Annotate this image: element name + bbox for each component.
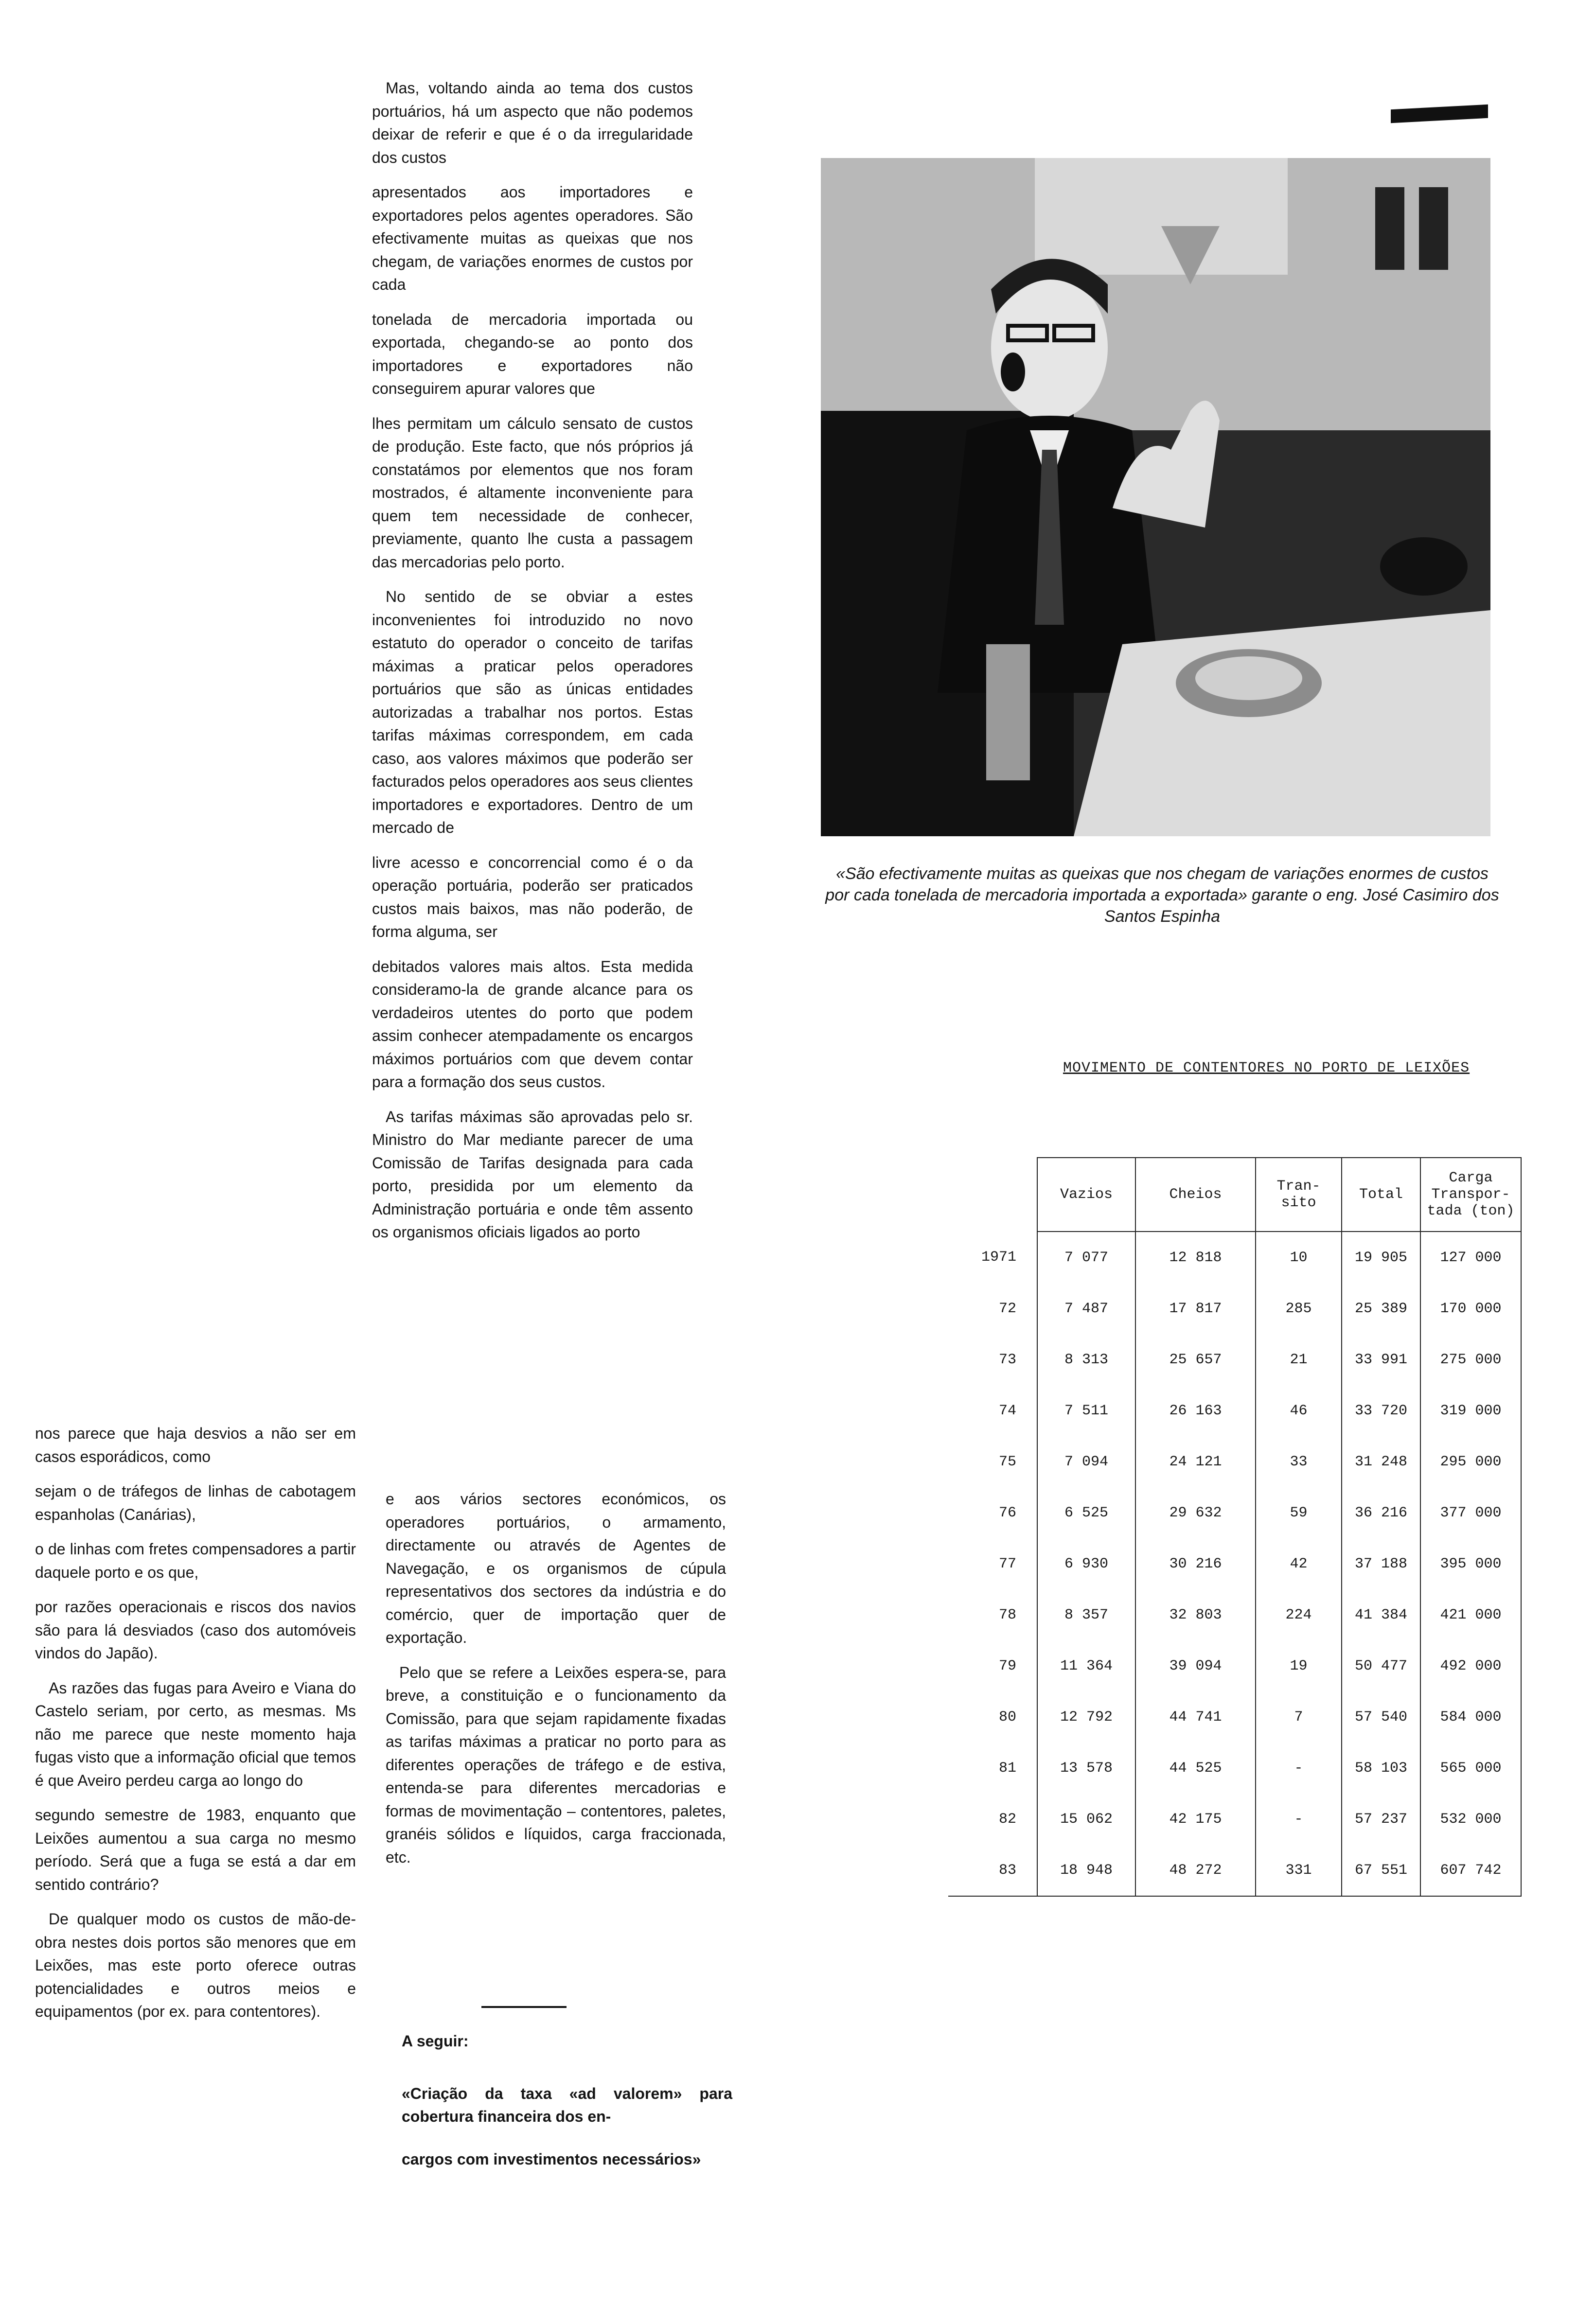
cell-cargo: 565 000 [1420,1743,1521,1794]
cell-full: 30 216 [1135,1538,1256,1589]
cell-transit: 10 [1256,1232,1342,1283]
cell-year: 83 [948,1845,1037,1896]
cell-cargo: 584 000 [1420,1691,1521,1743]
cell-total: 25 389 [1342,1283,1420,1334]
header-transit: Tran- sito [1256,1158,1342,1232]
cell-total: 58 103 [1342,1743,1420,1794]
cell-empty: 7 077 [1037,1232,1135,1283]
paragraph: lhes permitam um cálculo sensato de custos de produção. Este facto, que nós próprios já constatámos por elementos que nos foram mostrados, é altamente inconveniente para quem tem necessidade de conhecer, previamente, quanto lhe custa a passagem das mercadorias pelo porto. [372,414,693,571]
cell-transit: 19 [1256,1640,1342,1691]
header-cargo: Carga Transpor- tada (ton) [1420,1158,1521,1232]
cell-transit: 331 [1256,1845,1342,1896]
cell-transit: 33 [1256,1436,1342,1487]
cell-full: 44 741 [1135,1691,1256,1743]
paragraph: debitados valores mais altos. Esta medida consideramo-la de grande alcance para os verdadeiros utentes do porto que podem assim conhecer atempadamente os encargos máximos portuários com que devem contar para a formação dos seus custos. [372,957,693,1091]
cell-cargo: 127 000 [1420,1232,1521,1283]
cell-year: 72 [948,1283,1037,1334]
header-bar [1391,105,1488,123]
paragraph: o de linhas com fretes compensadores a partir daquele porto e os que, [35,1540,356,1581]
cell-cargo: 275 000 [1420,1334,1521,1385]
cell-transit: - [1256,1794,1342,1845]
cell-transit: 224 [1256,1589,1342,1640]
cell-cargo: 377 000 [1420,1487,1521,1538]
cell-empty: 7 511 [1037,1385,1135,1436]
table-row [948,1232,1521,1283]
cell-total: 41 384 [1342,1589,1420,1640]
paragraph: Mas, voltando ainda ao tema dos custos portuários, há um aspecto que não podemos deixar de referir e que é o da irregularidade dos custos [372,79,693,166]
cell-empty: 7 487 [1037,1283,1135,1334]
cell-total: 37 188 [1342,1538,1420,1589]
paragraph: segundo semestre de 1983, enquanto que Leixões aumentou a sua carga no mesmo período. Será que a fuga se está a dar em sentido contrário? [35,1806,356,1893]
cell-transit: 46 [1256,1385,1342,1436]
cell-empty: 11 364 [1037,1640,1135,1691]
portrait-illustration [821,158,1490,836]
cell-empty: 6 930 [1037,1538,1135,1589]
table-row [948,1743,1521,1794]
cell-empty: 6 525 [1037,1487,1135,1538]
cell-total: 19 905 [1342,1232,1420,1283]
cell-year: 75 [948,1436,1037,1487]
next-label: A seguir: [402,2032,469,2050]
paragraph: De qualquer modo os custos de mão-de-obra nestes dois portos são menores que em Leixões, mas este porto oferece outras potencialidades e outros meios e equipamentos (por ex. para contentores). [35,1910,356,2020]
cell-empty: 15 062 [1037,1794,1135,1845]
cell-year: 81 [948,1743,1037,1794]
cell-empty: 7 094 [1037,1436,1135,1487]
cell-transit: - [1256,1743,1342,1794]
table-row [948,1436,1521,1487]
container-movement-table [948,1157,1522,1897]
cell-total: 36 216 [1342,1487,1420,1538]
cell-full: 39 094 [1135,1640,1256,1691]
article-column-middle-top [372,77,693,1256]
cell-total: 31 248 [1342,1436,1420,1487]
cell-total: 57 237 [1342,1794,1420,1845]
next-title: «Criação da taxa «ad valorem» para cobertura financeira dos en- [402,2084,732,2125]
header-empty: Vazios [1037,1158,1135,1232]
table-row [948,1589,1521,1640]
cell-year: 77 [948,1538,1037,1589]
cell-empty: 8 357 [1037,1589,1135,1640]
cell-year: 74 [948,1385,1037,1436]
cell-total: 50 477 [1342,1640,1420,1691]
cell-total: 33 991 [1342,1334,1420,1385]
table-row [948,1640,1521,1691]
table-row [948,1845,1521,1896]
cell-cargo: 421 000 [1420,1589,1521,1640]
header-year [948,1158,1037,1232]
cell-cargo: 170 000 [1420,1283,1521,1334]
cell-empty: 12 792 [1037,1691,1135,1743]
cell-empty: 8 313 [1037,1334,1135,1385]
table-row [948,1691,1521,1743]
cell-full: 48 272 [1135,1845,1256,1896]
table-row [948,1794,1521,1845]
cell-full: 29 632 [1135,1487,1256,1538]
paragraph: nos parece que haja desvios a não ser em casos esporádicos, como [35,1425,356,1465]
cell-cargo: 395 000 [1420,1538,1521,1589]
cell-cargo: 319 000 [1420,1385,1521,1436]
cell-transit: 21 [1256,1334,1342,1385]
paragraph: sejam o de tráfegos de linhas de cabotagem espanholas (Canárias), [35,1482,356,1523]
cell-full: 44 525 [1135,1743,1256,1794]
cell-year: 79 [948,1640,1037,1691]
cell-transit: 285 [1256,1283,1342,1334]
paragraph: As razões das fugas para Aveiro e Viana do Castelo seriam, por certo, as mesmas. Ms não me parece que neste momento haja fugas visto que a informação oficial que temos é que Aveiro perdeu carga ao longo do [35,1679,356,1789]
paragraph: apresentados aos importadores e exportadores pelos agentes operadores. São efectivamente muitas as queixas que nos chegam, de variações enormes de custos por cada [372,183,693,293]
cell-year: 78 [948,1589,1037,1640]
container-table-section [948,1060,1561,2324]
cell-full: 17 817 [1135,1283,1256,1334]
paragraph: livre acesso e concorrencial como é o da operação portuária, poderão ser praticados custos mais baixos, mas não poderão, de forma alguma, ser [372,853,693,940]
cell-year: 73 [948,1334,1037,1385]
table-row [948,1538,1521,1589]
table-title: MOVIMENTO DE CONTENTORES NO PORTO DE LEIXÕES [1063,1060,1470,1076]
paragraph: No sentido de se obviar a estes inconvenientes foi introduzido no novo estatuto do operador o conceito de tarifas máximas a praticar pelos operadores portuários que são as únicas entidades autorizadas a trabalhar nos portos. Estas tarifas máximas correspondem, em cada caso, aos valores máximos que poderão ser facturados pelos operadores aos seus clientes importadores e exportadores. Dentro de um mercado de [372,588,693,836]
cell-full: 42 175 [1135,1794,1256,1845]
header-full: Cheios [1135,1158,1256,1232]
table-row [948,1487,1521,1538]
cell-full: 25 657 [1135,1334,1256,1385]
next-article-teaser [402,2030,732,2183]
cell-total: 57 540 [1342,1691,1420,1743]
table-header-row [948,1158,1521,1232]
cell-year: 1971 [948,1232,1037,1283]
paragraph: Pelo que se refere a Leixões espera-se, para breve, a constituição e o funcionamento da Comissão, para que sejam rapidamente fixadas as tarifas máximas a praticar no porto para as diferentes operações de tráfego e de estiva, entenda-se para diferentes mercadorias e formas de movimentação – contentores, paletes, granéis sólidos e líquidos, carga fraccionada, etc. [386,1663,726,1866]
cell-cargo: 607 742 [1420,1845,1521,1896]
cell-year: 82 [948,1794,1037,1845]
cell-full: 26 163 [1135,1385,1256,1436]
paragraph: tonelada de mercadoria importada ou exportada, chegando-se ao ponto dos importadores e exportadores não conseguirem apurar valores que [372,310,693,397]
cell-year: 80 [948,1691,1037,1743]
cell-full: 12 818 [1135,1232,1256,1283]
next-title-continued: cargos com investimentos necessários» [402,2150,701,2168]
article-column-middle-bottom [386,1488,726,1881]
cell-transit: 42 [1256,1538,1342,1589]
divider-rule [481,2006,567,2008]
portrait-photo [821,158,1490,836]
cell-transit: 59 [1256,1487,1342,1538]
cell-total: 33 720 [1342,1385,1420,1436]
paragraph: e aos vários sectores económicos, os operadores portuários, o armamento, directamente ou através de Agentes de Navegação, e os organismos de cúpula representativos dos sectores da indústria e do comércio, quer de importação quer de exportação. [386,1490,726,1646]
cell-cargo: 532 000 [1420,1794,1521,1845]
paragraph: As tarifas máximas são aprovadas pelo sr. Ministro do Mar mediante parecer de uma Comissão de Tarifas designada para cada porto, presidida por um elemento da Administração portuária e onde têm assento os organismos oficiais ligados ao porto [372,1108,693,1241]
cell-empty: 13 578 [1037,1743,1135,1794]
cell-year: 76 [948,1487,1037,1538]
cell-full: 32 803 [1135,1589,1256,1640]
table-row [948,1283,1521,1334]
paragraph: por razões operacionais e riscos dos navios são para lá desviados (caso dos automóveis vindos do Japão). [35,1598,356,1662]
cell-transit: 7 [1256,1691,1342,1743]
cell-empty: 18 948 [1037,1845,1135,1896]
header-total: Total [1342,1158,1420,1232]
cell-cargo: 295 000 [1420,1436,1521,1487]
table-row [948,1334,1521,1385]
table-row [948,1385,1521,1436]
photo-caption: «São efectivamente muitas as queixas que nos chegam de variações enormes de custos por cada tonelada de mercadoria importada a exportada» garante o eng. José Casimiro dos Santos Espinha [825,864,1499,926]
cell-total: 67 551 [1342,1845,1420,1896]
cell-full: 24 121 [1135,1436,1256,1487]
cell-cargo: 492 000 [1420,1640,1521,1691]
article-column-left [35,1422,356,2035]
